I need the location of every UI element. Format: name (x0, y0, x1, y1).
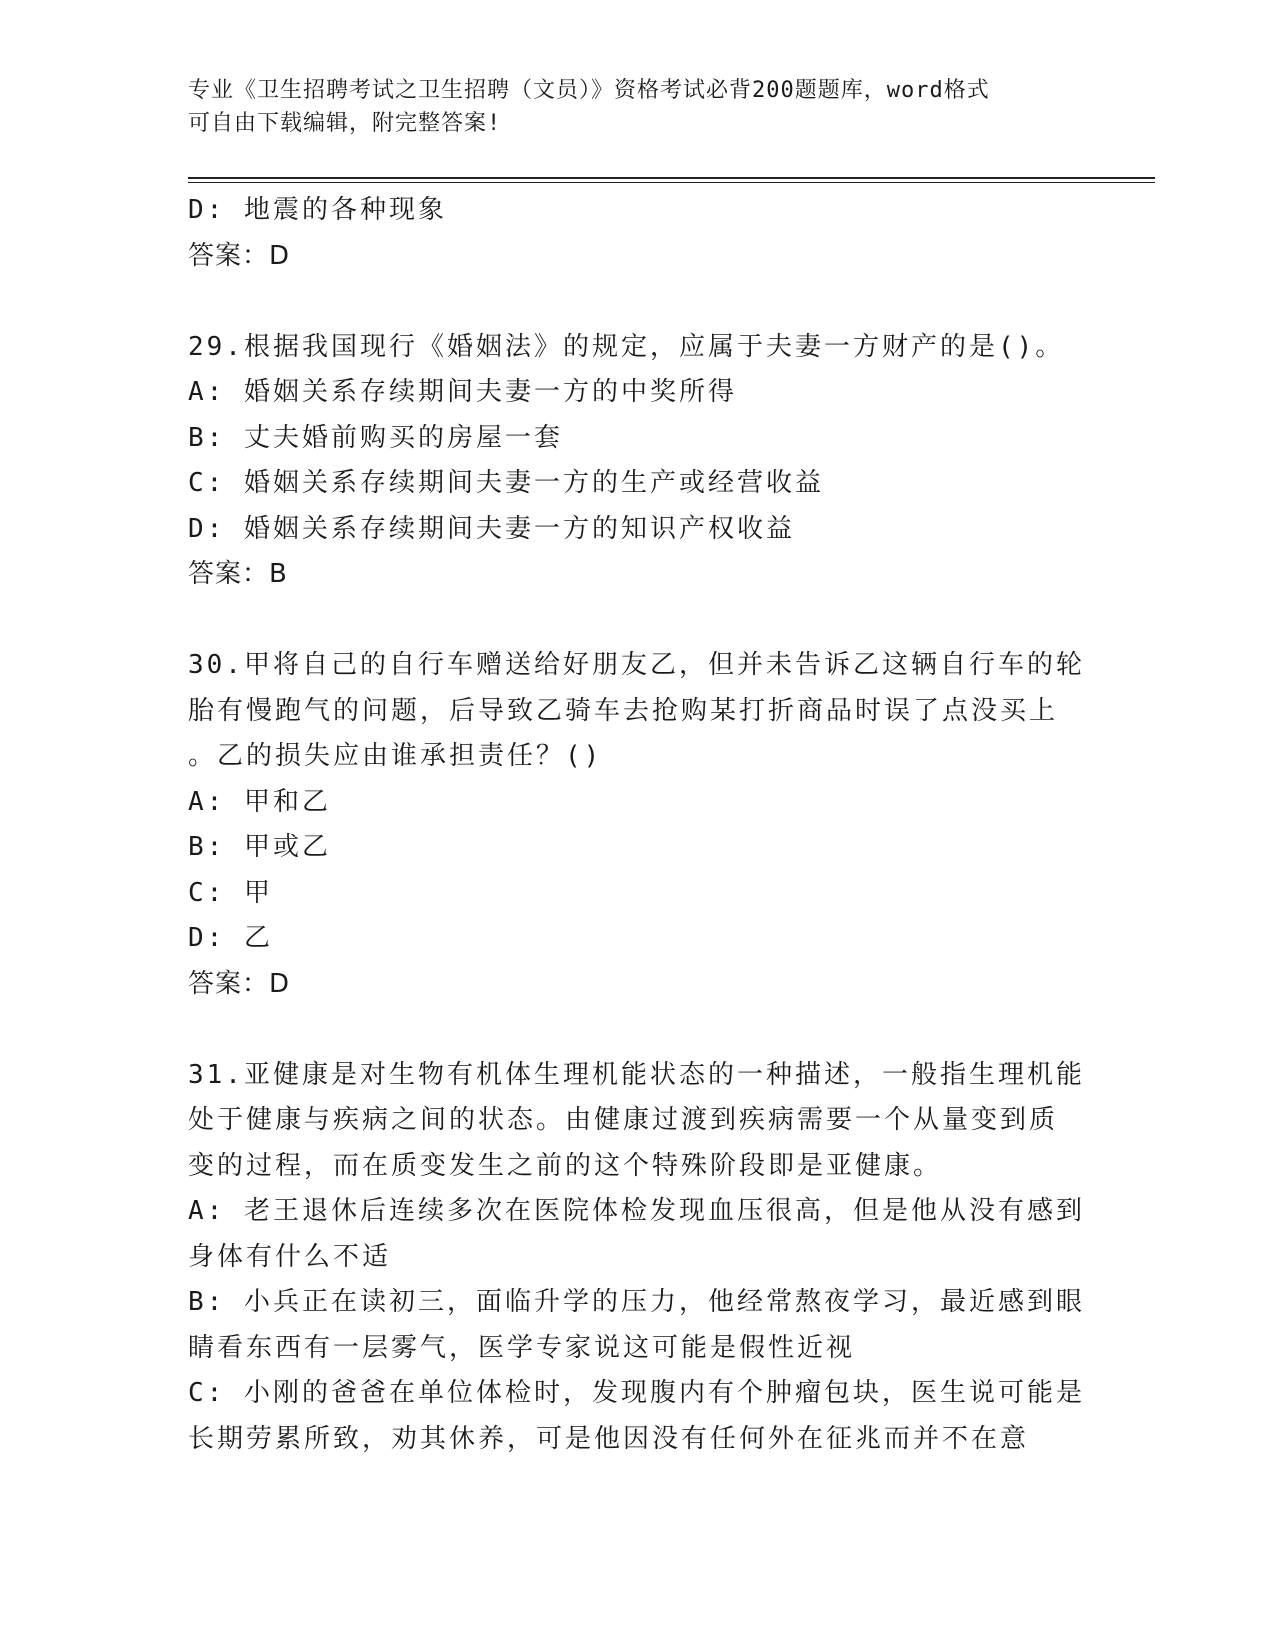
question-29 (188, 325, 1088, 598)
option-c: C: 婚姻关系存续期间夫妻一方的生产或经营收益 (188, 468, 824, 498)
document-body (188, 188, 1088, 1462)
option-a: A: 甲和乙 (188, 786, 331, 817)
spacer (188, 279, 1088, 325)
option-a-continued: 身体有什么不适 (188, 1241, 392, 1272)
question-stem-line: 处于健康与疾病之间的状态。由健康过渡到疾病需要一个从量变到质 (188, 1105, 1059, 1135)
spacer (188, 598, 1088, 644)
page-header (188, 74, 1088, 140)
prev-option-d: D: 地震的各种现象 (188, 195, 447, 225)
option-b-continued: 睛看东西有一层雾气，医学专家说这可能是假性近视 (188, 1332, 856, 1363)
header-line-2: 可自由下载编辑，附完整答案! (188, 111, 502, 136)
option-d: D: 婚姻关系存续期间夫妻一方的知识产权收益 (188, 513, 795, 544)
option-d: D: 乙 (188, 923, 273, 953)
header-line-1: 专业《卫生招聘考试之卫生招聘（文员）》资格考试必背200题题库，word格式 (188, 78, 990, 103)
option-c: C: 甲 (188, 877, 273, 908)
option-c: C: 小刚的爸爸在单位体检时，发现腹内有个肿瘤包块，医生说可能是 (188, 1378, 1085, 1408)
question-stem-line: 变的过程，而在质变发生之前的这个特殊阶段即是亚健康。 (188, 1150, 943, 1181)
prev-answer: 答案：D (188, 240, 291, 271)
spacer (188, 1007, 1088, 1053)
question-stem-line: 29.根据我国现行《婚姻法》的规定，应属于夫妻一方财产的是()。 (188, 331, 1065, 362)
option-a: A: 婚姻关系存续期间夫妻一方的中奖所得 (188, 377, 737, 407)
question-stem-line: 31.亚健康是对生物有机体生理机能状态的一种描述，一般指生理机能 (188, 1059, 1085, 1090)
header-divider (188, 177, 1155, 183)
option-b: B: 小兵正在读初三，面临升学的压力，他经常熬夜学习，最近感到眼 (188, 1287, 1085, 1317)
question-31 (188, 1053, 1088, 1463)
option-b: B: 甲或乙 (188, 832, 331, 862)
answer: 答案：B (188, 559, 288, 589)
option-c-continued: 长期劳累所致，劝其休养，可是他因没有任何外在征兆而并不在意 (188, 1423, 1030, 1454)
question-stem-line: 30.甲将自己的自行车赠送给好朋友乙，但并未告诉乙这辆自行车的轮 (188, 650, 1085, 680)
option-b: B: 丈夫婚前购买的房屋一套 (188, 422, 563, 453)
question-stem-line: 胎有慢跑气的问题，后导致乙骑车去抢购某打折商品时误了点没买上 (188, 695, 1059, 726)
option-a: A: 老王退休后连续多次在医院体检发现血压很高，但是他从没有感到 (188, 1196, 1085, 1226)
question-stem-line: 。乙的损失应由谁承担责任？() (188, 741, 603, 771)
answer: 答案：D (188, 968, 291, 999)
question-30 (188, 643, 1088, 1007)
